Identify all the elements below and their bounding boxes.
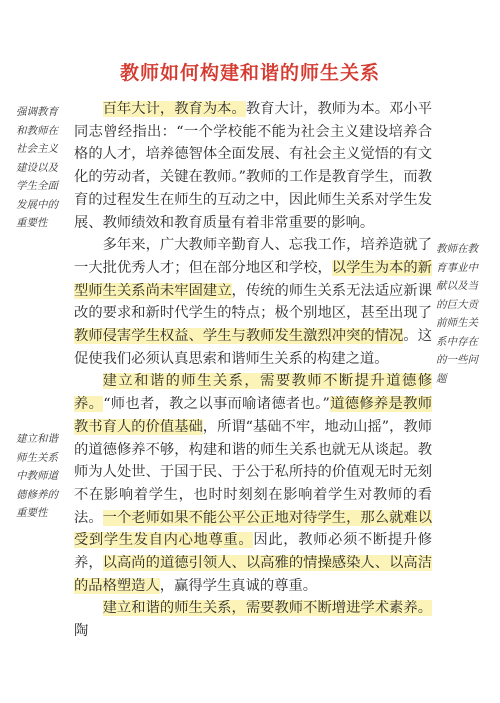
paragraph-text: 多年来，广大教师辛勤育人、忘我工作，培养造就了一大批优秀人才；但在部分地区和学校， [74, 237, 432, 276]
note-line: 献以及当 [436, 280, 478, 292]
paragraph-text: 教育大计，教师为本。邓小平同志曾经指出：“一个学校能不能为社会主义建设培养合格的人才，培养德智体全面发展、有社会主义觉悟的有文化的劳动者，关键在教师。”教师的工作是教育学生，而教育的过程发生在师生的互动之中，因此师生关系对学生发展、教师绩效和教育质量有着非常重要的影响。 [74, 101, 433, 231]
highlight: 以高尚的道德引领人、以高雅的情操感染人、以高洁的品格塑造人 [74, 555, 433, 594]
margin-note-left-bottom [16, 430, 76, 523]
article-title: 教师如何构建和谐的师生关系 [119, 62, 380, 84]
paragraph-text: ，赢得学生真诚的尊重。 [159, 577, 318, 594]
paragraph-text: 因此，教师必须不断提升修养， [74, 532, 433, 572]
note-line: 发展中的 [16, 198, 58, 211]
highlight: 建立和谐的师生关系，需要教师不断增进学术素养。 [102, 600, 432, 617]
margin-note-left-top [16, 103, 76, 233]
note-line: 教师在教 [436, 243, 478, 255]
note-line: 德修养的 [16, 488, 58, 501]
paragraph-3 [74, 370, 432, 597]
paragraph-1 [74, 98, 432, 234]
note-line: 重要性 [16, 217, 48, 229]
note-line: 题 [436, 372, 447, 385]
note-line: 的一些问 [436, 354, 478, 366]
paragraph-text: 。这促使我们必须认真思索和谐师生关系的构建之道。 [74, 328, 433, 367]
note-line: 育事业中 [436, 261, 478, 274]
paragraph-text: “师也者，教之以事而喻诸德者也。” [103, 396, 330, 413]
note-line: 和教师在 [16, 124, 58, 137]
highlight: 百年大计，教育为本。 [102, 101, 246, 117]
note-line: 的巨大贡 [436, 298, 478, 311]
note-line: 系中存在 [436, 335, 478, 348]
highlight: 教师侵害学生权益、学生与教师发生激烈冲突的情况 [74, 328, 404, 345]
note-line: 学生全面 [16, 180, 58, 192]
highlight: 道德修养是教师教书育人的价值基础 [74, 396, 433, 435]
paragraph-text: 陶 [74, 623, 89, 640]
paragraph-2 [74, 234, 432, 370]
note-line: 师生关系 [16, 451, 58, 464]
highlight: 建立和谐的师生关系，需要教师不断提升道德修养。 [74, 373, 432, 413]
article-body [74, 98, 432, 643]
highlight: 一个老师如果不能公平公正地对待学生，那么就难以受到学生发自内心地尊重。 [74, 509, 433, 549]
paragraph-text: ，所谓“基础不牢，地动山摇”，教师的道德修养不够，构建和谐的师生关系也就无从谈起。教师为人处世、于国于民、于公于私所持的价值观无时无刻不在影响着学生，也时时刻刻在影响着学生对教师的看法。 [74, 418, 432, 526]
paragraph-text: ，传统的师生关系无法适应新课改的要求和新时代学生的特点；极个别地区，甚至出现了 [74, 282, 432, 322]
paragraph-4 [74, 597, 432, 642]
note-line: 建立和谐 [16, 433, 58, 445]
note-line: 重要性 [16, 507, 48, 519]
note-line: 前师生关 [436, 317, 478, 329]
note-line: 建设以及 [16, 161, 58, 174]
note-line: 中教师道 [16, 470, 58, 482]
highlight: 以学生为本的新型师生关系尚未牢固建立 [74, 259, 433, 299]
note-line: 社会主义 [16, 143, 58, 155]
note-line: 强调教育 [16, 106, 58, 118]
margin-note-right [436, 240, 496, 388]
